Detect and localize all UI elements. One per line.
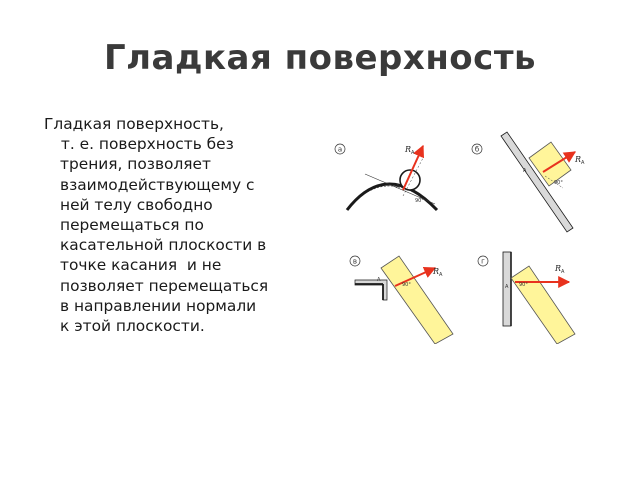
angle-label: 90° [415,198,424,204]
panel-c [350,256,453,344]
point-label: A [505,284,509,290]
panel-letter: г [481,257,485,266]
force-subscript: A [581,160,585,166]
force-label: R [405,145,412,154]
point-label: A [396,184,400,190]
reaction-force-diagrams [325,128,610,344]
panel-letter: а [337,145,343,154]
body-line: в направлении нормали [60,296,257,315]
force-subscript: A [561,269,565,275]
angle-label: 90° [402,282,411,288]
point-label: A [523,168,527,174]
body-text [44,114,319,336]
rod [381,256,453,344]
slide-title: Гладкая поверхность [103,38,537,78]
body-line: позволяет перемещаться [60,276,269,295]
body-line: т. е. поверхность без [56,135,234,154]
panel-letter: в [352,257,358,266]
panel-b [472,132,585,232]
panel-letter: б [474,145,480,154]
panel-a [335,144,437,210]
angle-label: 90° [554,180,563,186]
body-line: Гладкая поверхность, [44,115,224,133]
body-line: взаимодействующему с [60,175,255,194]
angle-label: 90° [519,282,528,288]
force-label: R [555,264,562,273]
force-label: R [575,155,582,164]
point-label: A [377,277,381,283]
body-line: касательной плоскости в [60,236,267,255]
body-line: перемещаться по [60,216,204,235]
smooth-surface-figure [325,128,610,344]
body-line: ней телу свободно [60,195,213,214]
panel-d [478,252,575,344]
rod [511,266,575,344]
force-subscript: A [411,150,415,156]
body-line: трения, позволяет [60,155,211,174]
body-line: точке касания и не [60,256,222,275]
body-line: к этой плоскости. [60,317,205,336]
force-subscript: A [439,272,443,278]
force-label: R [433,267,440,276]
